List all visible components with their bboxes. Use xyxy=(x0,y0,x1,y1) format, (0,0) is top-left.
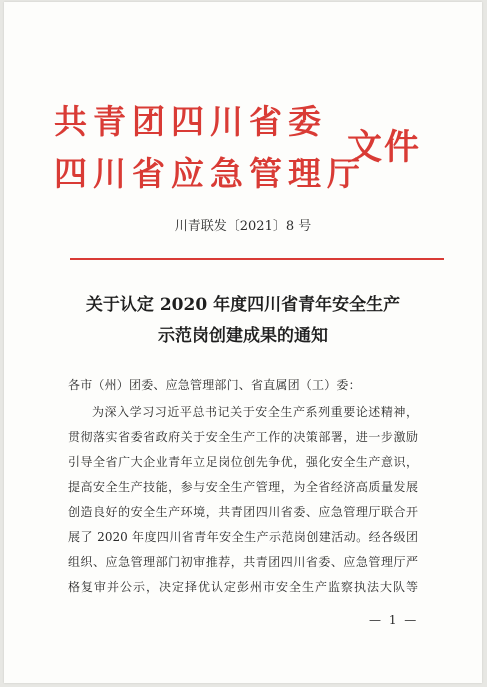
notice-title-line2: 示范岗创建成果的通知 xyxy=(158,326,328,346)
document-number: 川青联发〔2021〕8 号 xyxy=(174,219,312,234)
page-number: — 1 — xyxy=(369,613,419,627)
body-line: 格复审并公示，决定择优认定彭州市安全生产监察执法大队等 xyxy=(68,580,418,594)
doc-type-label: 文件 xyxy=(347,127,422,168)
issuing-org-line1: 共青团四川省委 xyxy=(54,102,327,141)
body-line: 创造良好的安全生产环境，共青团四川省委、应急管理厅联合开 xyxy=(68,505,418,519)
body-line: 为深入学习习近平总书记关于安全生产系列重要论述精神， xyxy=(92,405,418,419)
body-line: 引导全省广大企业青年立足岗位创先争优，强化安全生产意识， xyxy=(68,455,418,469)
notice-title-line1: 关于认定 2020 年度四川省青年安全生产 xyxy=(85,295,401,315)
document-page xyxy=(4,2,482,683)
body-line: 提高安全生产技能，参与安全生产管理，为全省经济高质量发展 xyxy=(68,480,418,494)
body-line: 展了 2020 年度四川省青年安全生产示范岗创建活动。经各级团 xyxy=(68,530,418,544)
body-line: 贯彻落实省委省政府关于安全生产工作的决策部署，进一步激励 xyxy=(68,430,418,444)
issuing-org-line2: 四川省应急管理厅 xyxy=(54,154,366,193)
body-line: 组织、应急管理部门初审推荐，共青团四川省委、应急管理厅严 xyxy=(68,555,418,569)
salutation: 各市（州）团委、应急管理部门、省直属团（工）委： xyxy=(68,378,361,392)
red-header-rule xyxy=(70,258,444,260)
